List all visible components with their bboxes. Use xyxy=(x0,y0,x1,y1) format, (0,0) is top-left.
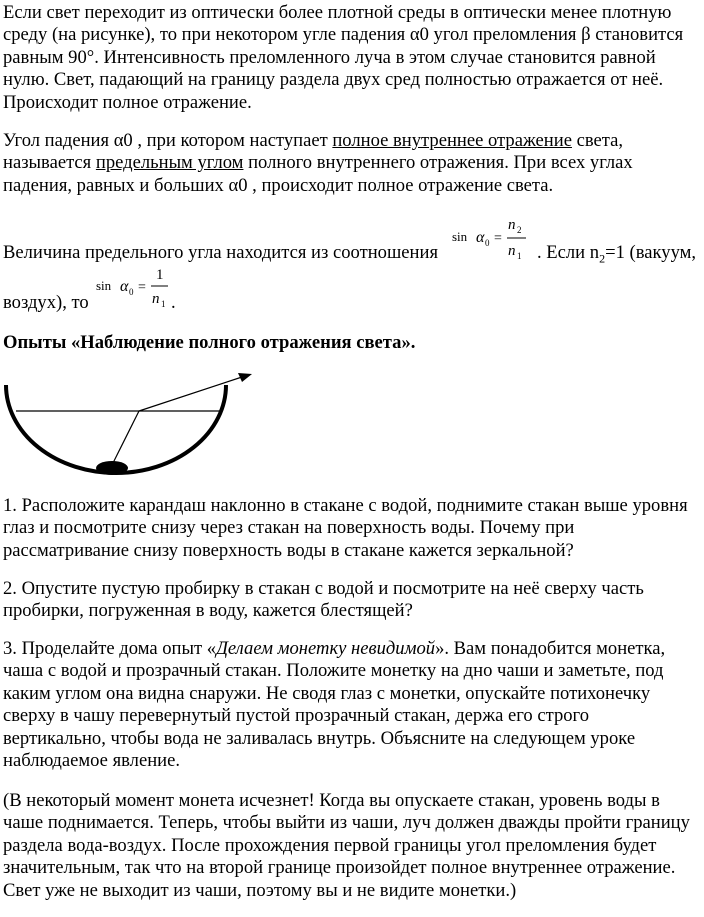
para3-text: =1 (вакуум, xyxy=(605,242,697,263)
answer-line5: Свет уже не выходит из чаши, поэтому вы и не видите монетки.) xyxy=(3,880,517,901)
section-heading: Опыты «Наблюдение полного отражения света». xyxy=(3,332,416,353)
formula1-alpha: α xyxy=(476,229,485,246)
formula1-alpha-sub: 0 xyxy=(485,238,490,248)
para3-text-a: Величина предельного угла находится из соотношения xyxy=(3,242,438,263)
item3-line6: наблюдаемое явление. xyxy=(3,750,181,771)
para3-sub: 2 xyxy=(599,251,606,266)
para3-line2-b: . xyxy=(171,292,176,313)
bowl-reflection-diagram xyxy=(0,365,260,492)
formula2-eq: = xyxy=(138,280,146,295)
answer-line1: (В некоторый момент монета исчезнет! Когда вы опускаете стакан, уровень воды в xyxy=(3,790,660,811)
link-total-internal-reflection[interactable]: полное внутреннее отражение xyxy=(332,130,572,151)
formula-critical-angle-vacuum xyxy=(92,262,174,312)
formula1-num: n xyxy=(508,217,516,233)
para2-line3: падения, равных и больших α0 , происходит полное отражение света. xyxy=(3,175,554,196)
para2-text: называется xyxy=(3,152,96,173)
para2-text: Угол падения α0 , при котором наступает xyxy=(3,130,333,151)
formula1-den: n xyxy=(508,243,516,259)
para1-line1: Если свет переходит из оптически более плотной среды в оптически менее плотную xyxy=(3,2,672,23)
answer-line3: раздела вода-воздух. После прохождения первой границы угол преломления будет xyxy=(3,835,657,856)
answer-line2: чаше поднимается. Теперь, чтобы выйти из чаши, луч должен дважды пройти границу xyxy=(3,812,690,833)
item3-line1 xyxy=(3,638,703,661)
para2-line2 xyxy=(3,152,703,175)
item3-line2: чаша с водой и прозрачный стакан. Положите монетку на дно чаши и заметьте, под xyxy=(3,660,664,681)
para2-text: света, xyxy=(571,130,624,151)
item2-line2: пробирки, погруженная в воду, кажется блестящей? xyxy=(3,600,413,621)
formula2-den-sub: 1 xyxy=(161,299,166,309)
formula1-eq: = xyxy=(494,231,502,246)
item3-experiment-title: Делаем монетку невидимой xyxy=(216,638,436,659)
answer-line4: значительным, так что на второй границе произойдет полное внутреннее отражение. xyxy=(3,857,676,878)
formula2-num: 1 xyxy=(156,267,164,283)
item1-line3: рассматривание снизу поверхность воды в стакане кажется зеркальной? xyxy=(3,540,574,561)
formula2-sin: sin xyxy=(96,278,112,293)
para3-line2-a: воздух), то xyxy=(3,292,89,313)
para2-line1 xyxy=(3,130,703,153)
para1-line3: равным 90°. Интенсивность преломленного луча в этом случае становится равной xyxy=(3,47,656,68)
para1-line4: нулю. Свет, падающий на границу раздела двух сред полностью отражается от неё. xyxy=(3,69,664,90)
item3-text: 3. Проделайте дома опыт « xyxy=(3,638,217,659)
formula2-den: n xyxy=(152,291,160,307)
formula2-alpha-sub: 0 xyxy=(129,287,134,297)
formula1-sin: sin xyxy=(452,229,468,244)
item3-line3: каким углом она видна снаружи. Не сводя глаз с монетки, опускайте потихонечку xyxy=(3,683,651,704)
para2-text: полного внутреннего отражения. При всех углах xyxy=(243,152,633,173)
para1-line5: Происходит полное отражение. xyxy=(3,92,252,113)
item3-line5: вертикально, чтобы вода не заливалась внутрь. Объясните на следующем уроке xyxy=(3,728,636,749)
incident-ray xyxy=(111,411,139,467)
formula-critical-angle xyxy=(448,213,534,263)
formula1-num-sub: 2 xyxy=(517,225,522,235)
link-critical-angle[interactable]: предельным углом xyxy=(95,152,244,173)
item3-line4: сверху в чашу перевернутый пустой прозрачный стакан, держа его строго xyxy=(3,705,589,726)
item3-text: ». Вам понадобится монетка, xyxy=(435,638,666,659)
item1-line2: глаз и посмотрите снизу через стакан на поверхность воды. Почему при xyxy=(3,517,575,538)
item2-line1: 2. Опустите пустую пробирку в стакан с водой и посмотрите на неё сверху часть xyxy=(3,578,644,599)
formula1-den-sub: 1 xyxy=(517,251,522,261)
bowl-outline xyxy=(6,385,226,473)
formula2-alpha: α xyxy=(120,278,129,295)
arrowhead-icon xyxy=(238,373,252,382)
para3-text-b xyxy=(537,242,704,270)
item1-line1: 1. Расположите карандаш наклонно в стакане с водой, поднимите стакан выше уровня xyxy=(3,495,688,516)
para1-line2: среду (на рисунке), то при некотором угле падения α0 угол преломления β становится xyxy=(3,24,684,45)
para3-text: . Если n xyxy=(537,242,600,263)
coin-shape xyxy=(96,461,128,475)
